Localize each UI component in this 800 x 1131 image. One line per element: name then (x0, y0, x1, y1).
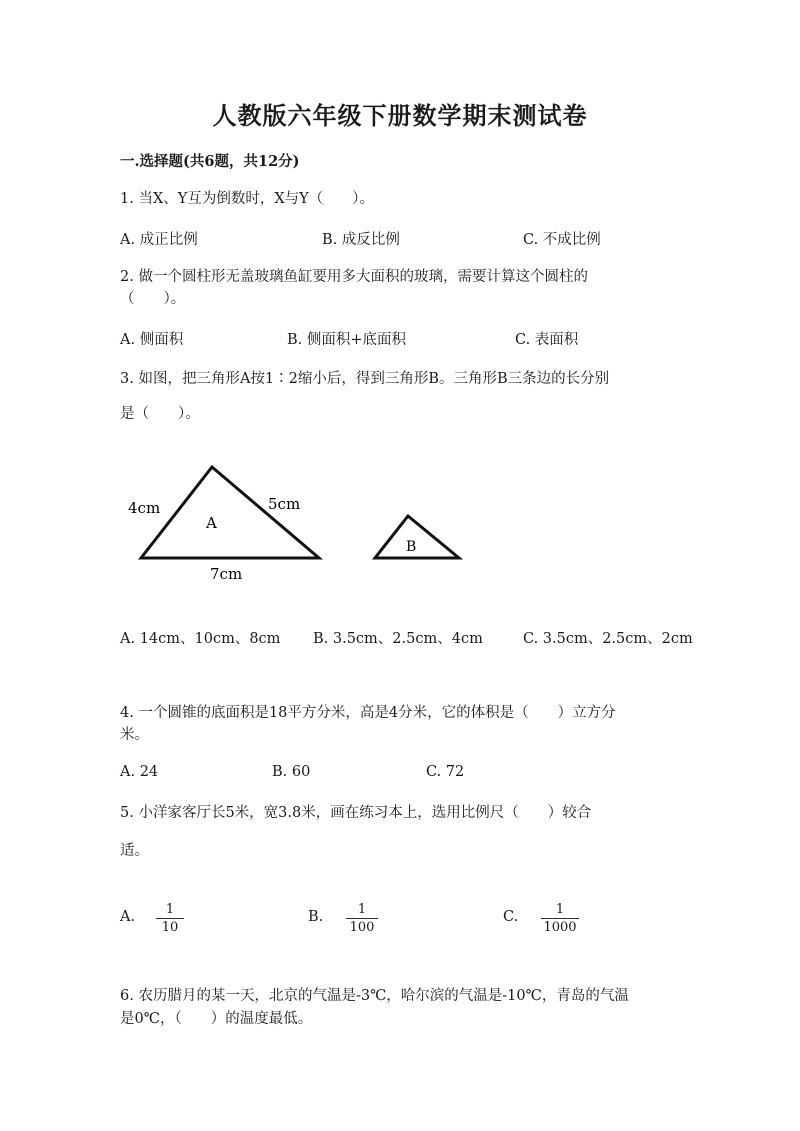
fraction-bar (156, 918, 184, 919)
q5-option-b-label: B. (308, 909, 324, 925)
fraction-numerator: 1 (555, 902, 565, 917)
q2-option-b: B. 侧面积+底面积 (287, 332, 407, 348)
question-5-line-1: 5. 小洋家客厅长5米，宽3.8米，画在练习本上，选用比例尺（ ）较合 (120, 805, 592, 821)
question-6-line-1: 6. 农历腊月的某一天，北京的气温是-3℃，哈尔滨的气温是-10℃，青岛的气温 (120, 988, 629, 1004)
q3-option-c: C. 3.5cm、2.5cm、2cm (523, 631, 693, 647)
side-bottom-label: 7cm (210, 565, 243, 583)
q1-option-b: B. 成反比例 (322, 232, 400, 248)
q1-option-c: C. 不成比例 (523, 232, 601, 248)
q2-option-a: A. 侧面积 (120, 332, 184, 348)
fraction-denominator: 10 (161, 920, 179, 935)
q3-option-b: B. 3.5cm、2.5cm、4cm (313, 631, 483, 647)
triangle-b-label: B (406, 539, 417, 555)
q4-option-c: C. 72 (426, 764, 465, 780)
fraction-bar (541, 918, 579, 919)
question-4-line-1: 4. 一个圆锥的底面积是18平方分米，高是4分米，它的体积是（ ）立方分 (120, 705, 616, 721)
q5-option-a-label: A. (120, 909, 136, 925)
section-heading: 一.选择题(共6题，共12分) (120, 153, 300, 170)
q4-option-b: B. 60 (272, 764, 311, 780)
fraction-numerator: 1 (357, 902, 367, 917)
q5-option-c-label: C. (503, 909, 519, 925)
triangle-a-label: A (206, 514, 217, 532)
triangle-figure (120, 455, 480, 595)
question-6-line-2: 是0℃，（ ）的温度最低。 (120, 1011, 313, 1027)
question-1: 1. 当X、Y互为倒数时，X与Y（ ）。 (120, 191, 374, 207)
question-2-line-2: （ ）。 (120, 291, 186, 307)
fraction-denominator: 100 (349, 920, 375, 935)
question-5-line-2: 适。 (120, 843, 149, 859)
q3-option-a: A. 14cm、10cm、8cm (120, 631, 281, 647)
page-title: 人教版六年级下册数学期末测试卷 (212, 101, 588, 130)
q1-option-a: A. 成正比例 (120, 232, 198, 248)
fraction-bar (346, 918, 378, 919)
q5-option-b-fraction (346, 902, 378, 935)
fraction-denominator: 1000 (543, 920, 577, 935)
side-left-label: 4cm (128, 499, 161, 517)
question-2-line-1: 2. 做一个圆柱形无盖玻璃鱼缸要用多大面积的玻璃，需要计算这个圆柱的 (120, 269, 588, 285)
question-3-line-2: 是（ ）。 (120, 406, 200, 422)
question-3-line-1: 3. 如图，把三角形A按1∶2缩小后，得到三角形B。三角形B三条边的长分别 (120, 371, 610, 387)
q2-option-c: C. 表面积 (515, 332, 579, 348)
side-right-label: 5cm (268, 495, 301, 513)
fraction-numerator: 1 (165, 902, 175, 917)
q4-option-a: A. 24 (120, 764, 159, 780)
triangle-b-shape (375, 516, 459, 558)
q5-option-c-fraction (541, 902, 579, 935)
q5-option-a-fraction (156, 902, 184, 935)
question-4-line-2: 米。 (120, 727, 149, 743)
